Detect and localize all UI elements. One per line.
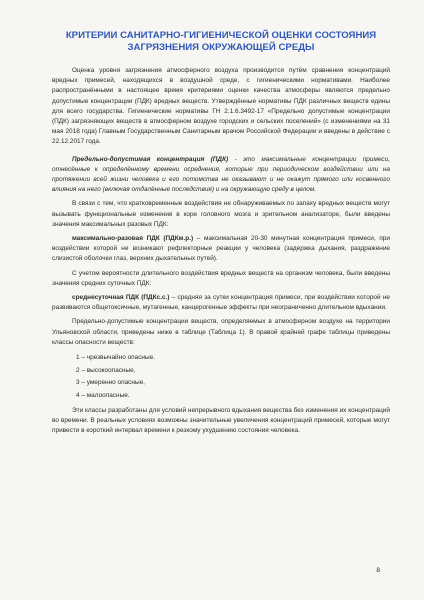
paragraph-short-term: В связи с тем, что кратковременные воздействия не обнаруживаемых по запаху вредных веществ могут вызывать функциональные изменения в коре головного мозга и зрительном анализаторе, были введены значения максимальных разовых ПДК: xyxy=(52,200,390,228)
page-number: 8 xyxy=(376,567,380,574)
list-item: 1 – чрезвычайно опасные. xyxy=(76,354,155,362)
paragraph-class-notes: Эти классы разработаны для условий непрерывного вдыхания вещества без изменения их концентраций во времени. В реальных условиях возможны значительные увеличения концентраций примесей, которые могут привести в короткий интервал времени к резкому ухудшению состояния человека. xyxy=(52,407,390,435)
list-item: 2 – высокоопасные, xyxy=(76,366,136,374)
title-line-2: ЗАГРЯЗНЕНИЯ ОКРУЖАЮЩЕЙ СРЕДЫ xyxy=(127,42,315,53)
paragraph-pdk-definition xyxy=(52,155,390,196)
pdk-definition-text: - это максимальные концентрации примеси, отнесённые к определённому времени осреднения, которые при периодическом воздействии или на протяжении всей жизни человека и его потомства не оказывают и не окажут прямого или косвенного влияния на него (включая отдалённые последствия) и на окружающую среду в целом. xyxy=(52,155,390,194)
list-item: 3 – умеренно опасные, xyxy=(76,379,145,387)
hazard-class-list xyxy=(52,352,390,402)
paragraph-regional-pdk: Предельно-допустимые концентрации веществ, определяемых в атмосферном воздухе на территории Ульяновской области, приведены ниже в таблице (Таблица 1). В правой крайней графе таблицы приведены классы опасности веществ: xyxy=(52,318,390,346)
daily-average-term: среднесуточная ПДК (ПДКс.с.) xyxy=(72,294,170,302)
pdk-term: Предельно-допустимая концентрация (ПДК) xyxy=(72,155,229,163)
paragraph-long-term: С учетом вероятности длительного воздействия вредных веществ на организм человека, были введены значения средних суточных ПДК: xyxy=(52,269,390,287)
paragraph-max-single xyxy=(52,234,390,265)
title-line-1: КРИТЕРИИ САНИТАРНО-ГИГИЕНИЧЕСКОЙ ОЦЕНКИ СОСТОЯНИЯ xyxy=(65,30,377,41)
paragraph-daily-average xyxy=(52,293,390,313)
daily-average-text: – средняя за сутки концентрация примеси, при воздействии которой не развиваются общетоксичные, мутагенные, канцерогенные эффекты при неограниченно длительном вдыхании. xyxy=(52,294,390,312)
list-item: 4 – малоопасные. xyxy=(76,391,130,399)
max-single-term: максимально-разовая ПДК (ПДКм.р.) xyxy=(72,235,194,243)
max-single-text: – максимальная 20-30 минутная концентрация примеси, при воздействии которой не возникают рефлекторные реакции у человека (задержка дыхания, раздражение слизистой оболочки глаз, верхних дыхательных путей). xyxy=(52,235,390,263)
page-title xyxy=(52,30,390,54)
paragraph-intro: Оценка уровня загрязнения атмосферного воздуха производится путём сравнения концентраций вредных примесей, находящихся в воздушной среде, с гигиеническими нормативами. Наиболее распространёнными в настоящее время критериями оценки качества атмосферы являются предельно допустимые концентрации (ПДК) вредных веществ. Утверждённые нормативы ПДК различных веществ едины для всего государства. Гигиенические нормативы ГН 2.1.6.3492-17 «Предельно допустимые концентрации (ПДК) загрязняющих веществ в атмосферном воздухе городских и сельских поселений» (с изменениями на 31 мая 2018 года) Главным Государственным Санитарным врачом Российской Федерации и введены в действие с 22.12.2017 года. xyxy=(52,67,390,146)
